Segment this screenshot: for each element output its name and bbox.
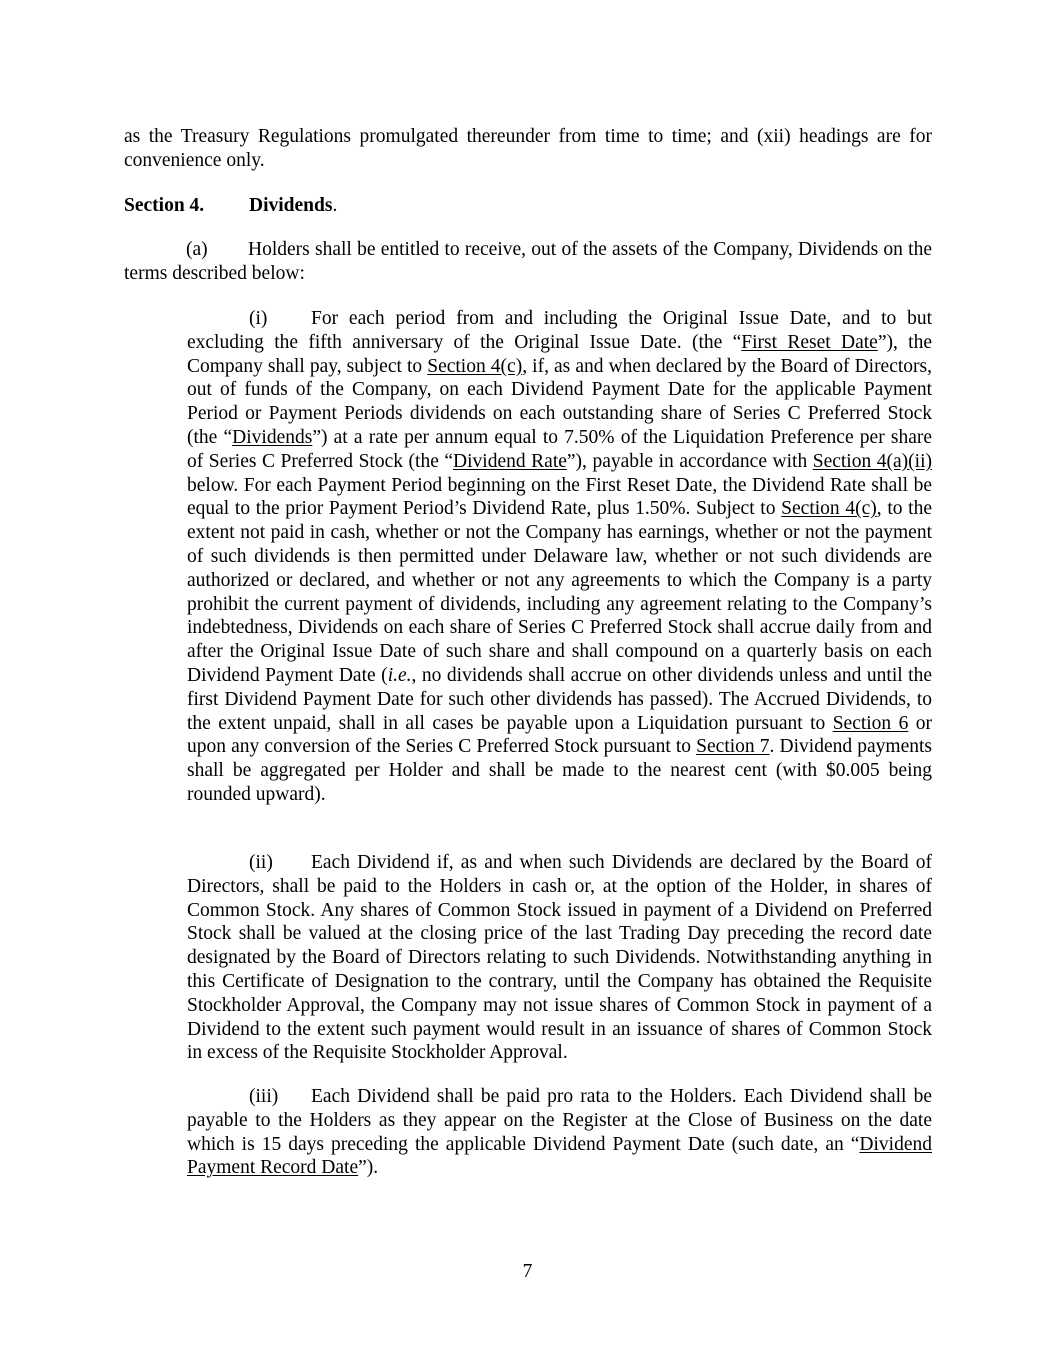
section-4c-reference: Section 4(c): [781, 498, 877, 520]
paragraph-i-text: ”), the Company shall pay, subject to: [187, 331, 932, 377]
paragraph-i: [187, 307, 932, 807]
paragraph-i-text: For each period from and including the Original Issue Date, and to but excluding the fifth anniversary of the Original Issue Date. (the “: [187, 308, 932, 353]
paragraph-i-label: (i): [249, 308, 268, 329]
section-heading: [124, 194, 337, 218]
section-title: Dividends: [249, 195, 333, 216]
paragraph-i-text: , to the extent not paid in cash, whether or not the Company has earnings, whether or not the payment of such dividends is then permitted under Delaware law, whether or not such dividends are authorized or declared, and whether or not any agreements to which the Company is a party prohibit the current payment of dividends, including any agreement relating to the Company’s indebtedness, Dividends on each share of Series C Preferred Stock shall accrue daily from and after the Original Issue Date of such share and shall compound on a quarterly basis on each Dividend Payment Date (: [187, 498, 932, 686]
paragraph-i-text: below. For each Payment Period beginning on the First Reset Date, the Dividend Rate shall be equal to the prior Payment Period’s Dividend Rate, plus 1.50%. Subject to: [187, 474, 932, 520]
paragraph-i-text: . Dividend payments shall be aggregated per Holder and shall be made to the nearest cent (with $0.005 being rounded upward).: [187, 736, 932, 805]
paragraph-ii-text: Each Dividend if, as and when such Dividends are declared by the Board of Directors, shall be paid to the Holders in cash or, at the option of the Holder, in shares of Common Stock. Any shares of Common Stock issued in payment of a Dividend on Preferred Stock shall be valued at the closing price of the last Trading Day preceding the record date designated by the Board of Directors relating to such Dividends. Notwithstanding anything in this Certificate of Designation to the contrary, until the Company has obtained the Requisite Stockholder Approval, the Company may not issue shares of Common Stock in payment of a Dividend to the extent such payment would result in an issuance of shares of Common Stock in excess of the Requisite Stockholder Approval.: [187, 852, 932, 1064]
paragraph-i-text: ”), payable in accordance with: [566, 450, 813, 472]
paragraph-a-text: Holders shall be entitled to receive, out of the assets of the Company, Dividends on the terms described below:: [124, 239, 932, 284]
paragraph-a-label: (a): [186, 239, 208, 260]
paragraph-iii-label: (iii): [249, 1086, 279, 1107]
intro-paragraph: [124, 125, 932, 173]
ie-abbreviation: i.e.: [387, 664, 412, 686]
paragraph-iii: [187, 1085, 932, 1180]
paragraph-i-text: , if, as and when declared by the Board of Directors, out of funds of the Company, on each Dividend Payment Date for the applicable Payment Period or Payment Periods dividends on each outstanding share of Series C Preferred Stock (the “: [187, 355, 932, 448]
defined-term-dividend-rate: Dividend Rate: [453, 450, 567, 472]
section-title-period: .: [332, 195, 338, 216]
section-number: Section 4.: [124, 195, 205, 216]
paragraph-i-text: or upon any conversion of the Series C Preferred Stock pursuant to: [187, 712, 932, 758]
defined-term-dividends: Dividends: [232, 426, 313, 448]
paragraph-ii: [187, 851, 932, 1065]
paragraph-iii-text: Each Dividend shall be paid pro rata to the Holders. Each Dividend shall be payable to the Holders as they appear on the Register at the Close of Business on the date which is 15 days preceding the applicable Dividend Payment Date (such date, an “: [187, 1086, 932, 1155]
section-6-reference: Section 6: [832, 712, 909, 734]
defined-term-dividend-payment-record-date: Dividend Payment Record Date: [187, 1133, 932, 1179]
paragraph-i-text: ”) at a rate per annum equal to 7.50% of the Liquidation Preference per share of Series C Preferred Stock (the “: [187, 426, 932, 472]
paragraph-i-text: , no dividends shall accrue on other dividends unless and until the first Dividend Payment Date for such other dividends has passed). The Accrued Dividends, to the extent unpaid, shall in all cases be payable upon a Liquidation pursuant to: [187, 664, 932, 734]
intro-text: as the Treasury Regulations promulgated thereunder from time to time; and (xii) headings are for convenience only.: [124, 126, 932, 171]
paragraph-a: [124, 238, 932, 286]
defined-term-first-reset-date: First Reset Date: [741, 331, 878, 353]
section-4aii-reference: Section 4(a)(ii): [812, 450, 932, 472]
section-4c-reference: Section 4(c): [427, 355, 523, 377]
paragraph-ii-label: (ii): [249, 852, 273, 873]
paragraph-iii-text: ”).: [358, 1157, 379, 1179]
section-7-reference: Section 7: [696, 736, 770, 758]
page-number: 7: [522, 1261, 533, 1282]
